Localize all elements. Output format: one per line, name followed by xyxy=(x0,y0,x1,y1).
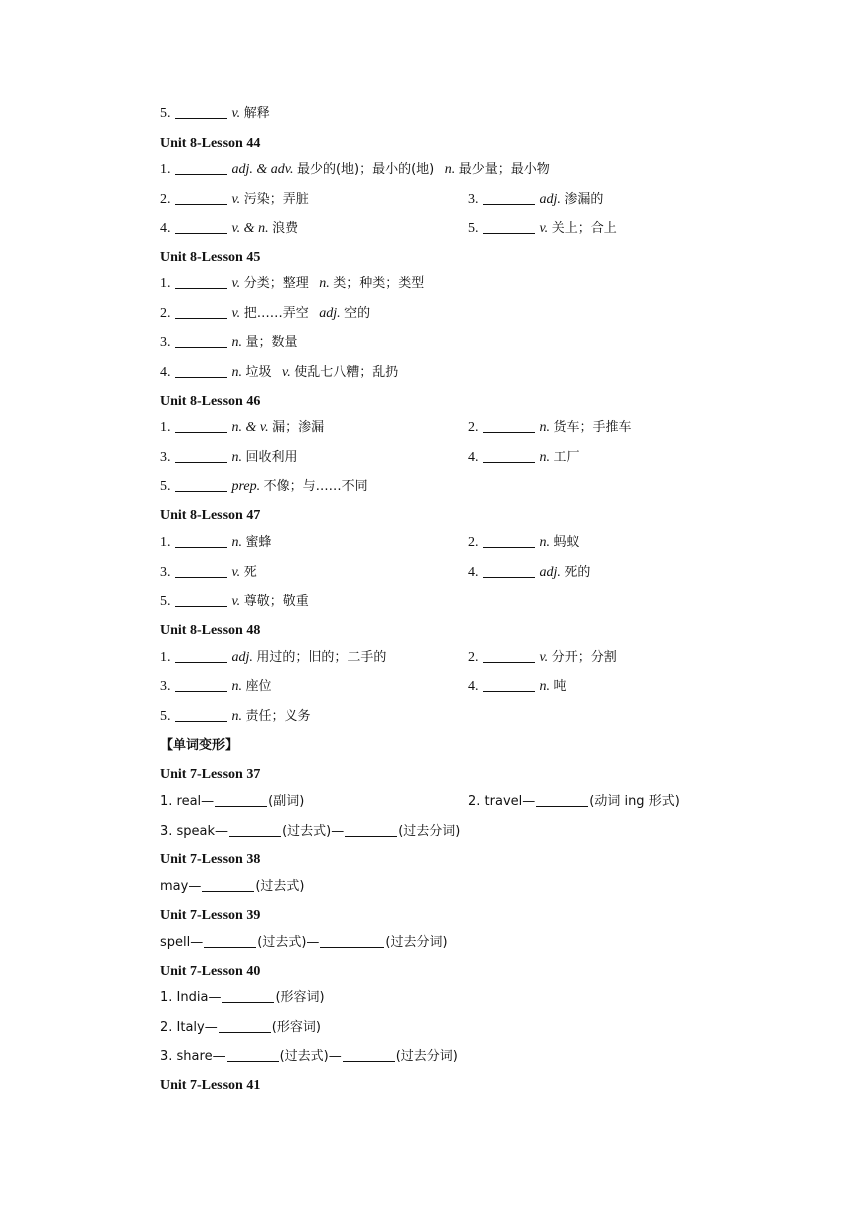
part-of-speech: n. xyxy=(231,365,242,380)
part-of-speech: n. xyxy=(539,679,550,694)
vocab-item xyxy=(160,190,309,210)
vocab-item xyxy=(160,533,272,553)
chinese-meaning: 死 xyxy=(243,565,257,580)
chinese-meaning: 货车；手推车 xyxy=(553,420,632,435)
vocab-item xyxy=(468,448,580,468)
answer-blank[interactable] xyxy=(483,677,535,692)
vocab-item xyxy=(160,104,270,124)
answer-blank[interactable] xyxy=(175,160,227,175)
part-of-speech: v. xyxy=(231,276,241,291)
word-form-text: 3. share— xyxy=(160,1049,226,1064)
item-number: 5. xyxy=(160,594,174,609)
answer-blank[interactable] xyxy=(227,1047,279,1062)
answer-blank[interactable] xyxy=(175,304,227,319)
answer-blank[interactable] xyxy=(483,448,535,463)
part-of-speech: adj. & adv. xyxy=(231,162,294,177)
chinese-meaning: 吨 xyxy=(553,679,567,694)
word-form-text: (过去式)— xyxy=(257,935,320,950)
chinese-meaning: 最少量；最小物 xyxy=(458,162,550,177)
answer-blank[interactable] xyxy=(215,792,267,807)
part-of-speech: v. xyxy=(231,565,241,580)
item-number: 1. xyxy=(160,276,174,291)
item-number: 2. xyxy=(160,192,174,207)
part-of-speech: n. xyxy=(539,420,550,435)
word-form-text: (过去分词) xyxy=(398,824,461,839)
item-number: 3. xyxy=(160,679,174,694)
unit-lesson-heading: Unit 7-Lesson 40 xyxy=(160,964,261,979)
part-of-speech: v. xyxy=(282,365,291,380)
chinese-meaning: 使乱七八糟；乱扔 xyxy=(294,365,399,380)
part-of-speech: n. xyxy=(231,450,242,465)
item-number: 3. xyxy=(160,450,174,465)
vocab-item xyxy=(160,677,272,697)
part-of-speech: n. xyxy=(231,535,242,550)
chinese-meaning: 量；数量 xyxy=(245,335,298,350)
item-number: 2. xyxy=(160,306,174,321)
part-of-speech: v. xyxy=(539,221,549,236)
chinese-meaning: 浪费 xyxy=(272,221,299,236)
answer-blank[interactable] xyxy=(204,933,256,948)
chinese-meaning: 用过的；旧的；二手的 xyxy=(256,650,387,665)
answer-blank[interactable] xyxy=(536,792,588,807)
item-number: 3. xyxy=(160,565,174,580)
vocab-item xyxy=(160,563,257,583)
part-of-speech: n. xyxy=(231,709,242,724)
item-number: 2. xyxy=(468,650,482,665)
part-of-speech: adj. xyxy=(539,192,561,207)
item-number: 4. xyxy=(468,450,482,465)
item-number: 1. xyxy=(160,650,174,665)
part-of-speech: n. & v. xyxy=(231,420,269,435)
vocab-item xyxy=(160,592,309,612)
answer-blank[interactable] xyxy=(483,533,535,548)
chinese-meaning: 最少的(地)；最小的(地) xyxy=(296,162,435,177)
answer-blank[interactable] xyxy=(345,822,397,837)
item-number: 2. xyxy=(468,420,482,435)
part-of-speech: n. xyxy=(231,335,242,350)
item-number: 4. xyxy=(160,365,174,380)
unit-lesson-heading: Unit 7-Lesson 38 xyxy=(160,852,261,867)
chinese-meaning: 类；种类；类型 xyxy=(333,276,425,291)
word-form-text: 3. speak— xyxy=(160,824,229,839)
item-number: 5. xyxy=(160,479,174,494)
item-number: 1. xyxy=(160,535,174,550)
part-of-speech: v. xyxy=(231,106,241,121)
part-of-speech: v. xyxy=(539,650,549,665)
chinese-meaning: 垃圾 xyxy=(245,365,272,380)
unit-lesson-heading: Unit 7-Lesson 37 xyxy=(160,767,261,782)
chinese-meaning: 关上；合上 xyxy=(551,221,617,236)
word-form-item xyxy=(160,792,304,812)
part-of-speech: v. xyxy=(231,306,241,321)
part-of-speech: n. xyxy=(231,679,242,694)
word-form-text: 2. Italy— xyxy=(160,1020,218,1035)
vocab-item xyxy=(468,563,590,583)
item-number: 1. xyxy=(160,162,174,177)
unit-lesson-heading: Unit 8-Lesson 45 xyxy=(160,250,261,265)
chinese-meaning: 不像；与……不同 xyxy=(263,479,368,494)
word-form-item xyxy=(160,988,325,1008)
item-number: 3. xyxy=(468,192,482,207)
answer-blank[interactable] xyxy=(483,418,535,433)
chinese-meaning: 分类；整理 xyxy=(243,276,309,291)
answer-blank[interactable] xyxy=(483,648,535,663)
chinese-meaning: 渗漏的 xyxy=(564,192,604,207)
word-form-text: 1. India— xyxy=(160,990,222,1005)
answer-blank[interactable] xyxy=(483,219,535,234)
answer-blank[interactable] xyxy=(175,104,227,119)
answer-blank[interactable] xyxy=(175,677,227,692)
chinese-meaning: 分开；分割 xyxy=(551,650,617,665)
vocab-item xyxy=(160,304,370,324)
part-of-speech: n. xyxy=(319,276,330,291)
vocab-item xyxy=(160,274,424,294)
chinese-meaning: 死的 xyxy=(564,565,591,580)
part-of-speech: adj. xyxy=(539,565,561,580)
vocab-item xyxy=(468,190,603,210)
word-form-text: spell— xyxy=(160,935,204,950)
chinese-meaning: 把……弄空 xyxy=(243,306,309,321)
item-number: 1. xyxy=(160,420,174,435)
vocab-item xyxy=(468,648,617,668)
answer-blank[interactable] xyxy=(175,648,227,663)
word-form-text: (副词) xyxy=(268,794,305,809)
part-of-speech: adj. xyxy=(231,650,253,665)
answer-blank[interactable] xyxy=(175,707,227,722)
part-of-speech: v. xyxy=(231,594,241,609)
item-number: 5. xyxy=(468,221,482,236)
unit-lesson-heading: Unit 8-Lesson 46 xyxy=(160,394,261,409)
vocab-item xyxy=(160,160,550,180)
answer-blank[interactable] xyxy=(219,1018,271,1033)
answer-blank[interactable] xyxy=(229,822,281,837)
chinese-meaning: 座位 xyxy=(245,679,272,694)
unit-lesson-heading: Unit 7-Lesson 41 xyxy=(160,1078,261,1093)
word-form-item xyxy=(160,877,304,897)
vocab-item xyxy=(160,707,311,727)
chinese-meaning: 工厂 xyxy=(553,450,580,465)
chinese-meaning: 漏；渗漏 xyxy=(272,420,325,435)
answer-blank[interactable] xyxy=(175,190,227,205)
word-form-text: (过去式)— xyxy=(282,824,345,839)
vocab-item xyxy=(160,219,298,239)
answer-blank[interactable] xyxy=(343,1047,395,1062)
word-form-item xyxy=(468,792,680,812)
chinese-meaning: 责任；义务 xyxy=(245,709,311,724)
item-number: 3. xyxy=(160,335,174,350)
word-form-text: 1. real— xyxy=(160,794,215,809)
section-title-word-forms: 【单词变形】 xyxy=(160,738,239,753)
vocab-item xyxy=(468,677,567,697)
chinese-meaning: 尊敬；敬重 xyxy=(243,594,309,609)
unit-lesson-heading: Unit 8-Lesson 48 xyxy=(160,623,261,638)
chinese-meaning: 污染；弄脏 xyxy=(243,192,309,207)
part-of-speech: n. xyxy=(444,162,456,177)
part-of-speech: prep. xyxy=(231,479,261,494)
item-number: 4. xyxy=(160,221,174,236)
part-of-speech: v. & n. xyxy=(231,221,269,236)
vocab-item xyxy=(468,418,632,438)
word-form-item xyxy=(160,1047,458,1067)
word-form-item xyxy=(160,933,448,953)
answer-blank[interactable] xyxy=(175,533,227,548)
vocab-item xyxy=(160,418,324,438)
part-of-speech: n. xyxy=(539,450,550,465)
answer-blank[interactable] xyxy=(175,333,227,348)
word-form-text: (过去式) xyxy=(255,879,305,894)
vocab-item xyxy=(160,448,298,468)
answer-blank[interactable] xyxy=(175,477,227,492)
part-of-speech: adj. xyxy=(319,306,341,321)
chinese-meaning: 蚂蚁 xyxy=(553,535,580,550)
word-form-item xyxy=(160,1018,321,1038)
chinese-meaning: 蜜蜂 xyxy=(245,535,272,550)
item-number: 4. xyxy=(468,679,482,694)
word-form-item xyxy=(160,822,460,842)
answer-blank[interactable] xyxy=(222,988,274,1003)
answer-blank[interactable] xyxy=(175,448,227,463)
answer-blank[interactable] xyxy=(320,933,384,948)
item-number: 4. xyxy=(468,565,482,580)
vocab-item xyxy=(160,648,386,668)
item-number: 5. xyxy=(160,709,174,724)
part-of-speech: v. xyxy=(231,192,241,207)
vocab-item xyxy=(160,477,368,497)
item-number: 5. xyxy=(160,106,174,121)
word-form-text: (过去分词) xyxy=(395,1049,458,1064)
vocab-item xyxy=(160,363,398,383)
answer-blank[interactable] xyxy=(175,418,227,433)
part-of-speech: n. xyxy=(539,535,550,550)
answer-blank[interactable] xyxy=(175,363,227,378)
chinese-meaning: 回收利用 xyxy=(245,450,298,465)
answer-blank[interactable] xyxy=(483,563,535,578)
word-form-text: (形容词) xyxy=(275,990,325,1005)
word-form-text: may— xyxy=(160,879,202,894)
item-number: 2. xyxy=(468,535,482,550)
word-form-text: (动词 ing 形式) xyxy=(589,794,680,809)
answer-blank[interactable] xyxy=(202,877,254,892)
vocab-item xyxy=(468,219,617,239)
answer-blank[interactable] xyxy=(175,274,227,289)
unit-lesson-heading: Unit 7-Lesson 39 xyxy=(160,908,261,923)
word-form-text: (形容词) xyxy=(271,1020,321,1035)
chinese-meaning: 解释 xyxy=(243,106,270,121)
vocab-item xyxy=(160,333,298,353)
word-form-text: (过去式)— xyxy=(279,1049,342,1064)
unit-lesson-heading: Unit 8-Lesson 47 xyxy=(160,508,261,523)
unit-lesson-heading: Unit 8-Lesson 44 xyxy=(160,136,261,151)
answer-blank[interactable] xyxy=(175,219,227,234)
answer-blank[interactable] xyxy=(175,592,227,607)
answer-blank[interactable] xyxy=(175,563,227,578)
word-form-text: 2. travel— xyxy=(468,794,536,809)
vocab-item xyxy=(468,533,580,553)
answer-blank[interactable] xyxy=(483,190,535,205)
chinese-meaning: 空的 xyxy=(344,306,371,321)
word-form-text: (过去分词) xyxy=(385,935,448,950)
